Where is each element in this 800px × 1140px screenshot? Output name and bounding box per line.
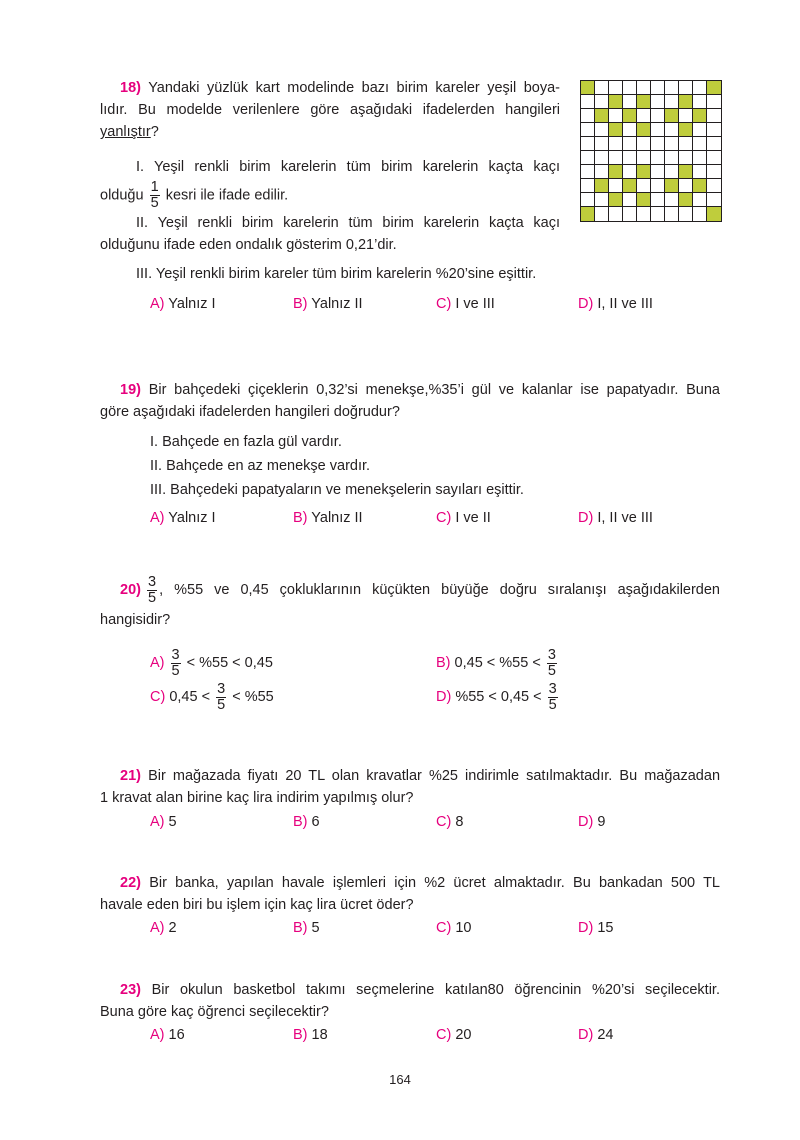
grid-cell xyxy=(679,179,693,193)
q18-option-c[interactable]: C) I ve III xyxy=(436,296,495,312)
grid-cell xyxy=(581,179,595,193)
q22-option-a[interactable]: A) 2 xyxy=(150,920,177,936)
grid-cell-green xyxy=(623,109,637,123)
grid-cell xyxy=(665,151,679,165)
q23-option-c[interactable]: C) 20 xyxy=(436,1027,472,1043)
grid-cell xyxy=(623,165,637,179)
grid-cell xyxy=(651,95,665,109)
fraction-3-5: $\frac{3}{5}$ xyxy=(171,646,180,679)
grid-cell-green xyxy=(609,165,623,179)
grid-cell xyxy=(693,95,707,109)
grid-cell xyxy=(651,207,665,221)
q23-option-b[interactable]: B) 18 xyxy=(293,1027,328,1043)
grid-cell xyxy=(651,123,665,137)
q20-text-line-2: hangisidir? xyxy=(100,612,171,628)
grid-cell xyxy=(623,123,637,137)
q23-option-a[interactable]: A) 16 xyxy=(150,1027,185,1043)
grid-cell xyxy=(581,109,595,123)
q23-text-line-2: Buna göre kaç öğrenci seçilecektir? xyxy=(100,1004,329,1020)
grid-cell-green xyxy=(581,207,595,221)
grid-cell xyxy=(665,95,679,109)
q23-option-d[interactable]: D) 24 xyxy=(578,1027,614,1043)
q21-option-d[interactable]: D) 9 xyxy=(578,814,606,830)
q18-statement-2: II. Yeşil renkli birim karelerin tüm birim karelerin kaçta kaçı xyxy=(136,215,560,231)
grid-cell xyxy=(693,81,707,95)
grid-cell xyxy=(581,151,595,165)
grid-cell-green xyxy=(637,165,651,179)
q18-text-line-1: 18) Yandaki yüzlük kart modelinde bazı birim kareler yeşil boya- xyxy=(120,80,560,96)
grid-cell xyxy=(623,95,637,109)
grid-cell xyxy=(651,165,665,179)
q18-option-a[interactable]: A) Yalnız I xyxy=(150,296,216,312)
grid-cell-green xyxy=(609,95,623,109)
grid-cell xyxy=(679,151,693,165)
grid-cell xyxy=(595,95,609,109)
grid-cell xyxy=(637,179,651,193)
q19-statement-1: I. Bahçede en fazla gül vardır. xyxy=(150,434,342,450)
hundred-grid-model xyxy=(580,80,722,222)
grid-cell xyxy=(665,81,679,95)
q18-option-d[interactable]: D) I, II ve III xyxy=(578,296,653,312)
grid-cell xyxy=(679,137,693,151)
grid-cell xyxy=(623,81,637,95)
q22-option-b[interactable]: B) 5 xyxy=(293,920,320,936)
q21-option-b[interactable]: B) 6 xyxy=(293,814,320,830)
grid-cell-green xyxy=(581,81,595,95)
fraction-3-5: $\frac{3}{5}$ xyxy=(217,680,226,713)
q20-text-line-1: 20) $\frac{3}{5}$ , %55 ve 0,45 çokluklarının küçükten büyüğe doğru sıralanışı aşağıdakilerden xyxy=(120,573,720,606)
grid-cell xyxy=(651,193,665,207)
grid-cell-green xyxy=(679,165,693,179)
grid-cell xyxy=(623,151,637,165)
grid-cell xyxy=(595,207,609,221)
q18-text-line-3: yanlıştır? xyxy=(100,124,159,140)
grid-cell-green xyxy=(609,123,623,137)
q18-text-line-2: lıdır. Bu modelde verilenlere göre aşağıdaki ifadelerden hangileri xyxy=(100,102,560,118)
q19-option-b[interactable]: B) Yalnız II xyxy=(293,510,363,526)
grid-cell xyxy=(623,137,637,151)
grid-cell-green xyxy=(679,95,693,109)
grid-cell xyxy=(595,123,609,137)
grid-cell xyxy=(637,207,651,221)
grid-cell xyxy=(693,123,707,137)
grid-cell xyxy=(623,207,637,221)
grid-cell xyxy=(665,193,679,207)
grid-cell xyxy=(609,137,623,151)
grid-cell xyxy=(651,151,665,165)
grid-cell xyxy=(651,137,665,151)
q19-statement-3: III. Bahçedeki papatyaların ve menekşelerin sayıları eşittir. xyxy=(150,482,524,498)
grid-cell xyxy=(609,179,623,193)
grid-cell xyxy=(623,193,637,207)
grid-cell xyxy=(665,207,679,221)
grid-cell xyxy=(679,81,693,95)
q21-option-c[interactable]: C) 8 xyxy=(436,814,464,830)
q18-statement-1: I. Yeşil renkli birim karelerin tüm birim karelerin kaçta kaçı xyxy=(136,159,560,175)
q20-option-a[interactable]: A) $\frac{3}{5}$ < %55 < 0,45 xyxy=(150,646,273,679)
grid-cell-green xyxy=(665,179,679,193)
grid-cell-green xyxy=(595,179,609,193)
page-number: 164 xyxy=(389,1072,411,1087)
grid-cell xyxy=(581,193,595,207)
grid-cell xyxy=(609,151,623,165)
q21-text-line-2: 1 kravat alan birine kaç lira indirim yapılmış olur? xyxy=(100,790,414,806)
grid-cell xyxy=(665,123,679,137)
grid-cell xyxy=(665,165,679,179)
grid-cell-green xyxy=(693,109,707,123)
grid-cell-green xyxy=(637,123,651,137)
grid-cell xyxy=(581,123,595,137)
q19-option-d[interactable]: D) I, II ve III xyxy=(578,510,653,526)
q20-option-d[interactable]: D) %55 < 0,45 < $\frac{3}{5}$ xyxy=(436,680,557,713)
grid-cell xyxy=(679,109,693,123)
grid-cell xyxy=(651,179,665,193)
q19-text-line-1: 19) Bir bahçedeki çiçeklerin 0,32’si menekşe,%35’i gül ve kalanlar ise papatyadır. Buna xyxy=(120,382,720,398)
grid-cell xyxy=(651,109,665,123)
grid-cell xyxy=(595,151,609,165)
grid-cell-green xyxy=(623,179,637,193)
grid-cell-green xyxy=(707,81,721,95)
grid-cell xyxy=(679,207,693,221)
grid-cell xyxy=(707,151,721,165)
grid-cell xyxy=(637,109,651,123)
grid-cell xyxy=(707,179,721,193)
grid-cell xyxy=(693,165,707,179)
grid-cell-green xyxy=(707,207,721,221)
grid-cell xyxy=(665,137,679,151)
q22-option-c[interactable]: C) 10 xyxy=(436,920,472,936)
q20-option-b[interactable]: B) 0,45 < %55 < $\frac{3}{5}$ xyxy=(436,646,556,679)
grid-cell xyxy=(651,81,665,95)
grid-cell xyxy=(595,165,609,179)
q19-statement-2: II. Bahçede en az menekşe vardır. xyxy=(150,458,371,474)
grid-cell xyxy=(637,81,651,95)
grid-cell-green xyxy=(609,193,623,207)
q21-option-a[interactable]: A) 5 xyxy=(150,814,177,830)
grid-cell xyxy=(581,95,595,109)
q23-text-line-1: 23) Bir okulun basketbol takımı seçmelerine katılan80 öğrencinin %20’si seçilecektir. xyxy=(120,982,720,998)
grid-cell xyxy=(609,81,623,95)
fraction-3-5: $\frac{3}{5}$ xyxy=(148,573,157,606)
q22-option-d[interactable]: D) 15 xyxy=(578,920,614,936)
grid-cell-green xyxy=(679,193,693,207)
grid-cell-green xyxy=(665,109,679,123)
q22-text-line-1: 22) Bir banka, yapılan havale işlemleri için %2 ücret almaktadır. Bu bankadan 500 TL xyxy=(120,875,720,891)
grid-cell xyxy=(707,95,721,109)
q19-option-c[interactable]: C) I ve II xyxy=(436,510,491,526)
grid-cell-green xyxy=(693,179,707,193)
q18-option-b[interactable]: B) Yalnız II xyxy=(293,296,363,312)
grid-cell xyxy=(581,165,595,179)
grid-cell xyxy=(707,137,721,151)
grid-cell xyxy=(707,165,721,179)
q22-text-line-2: havale eden biri bu işlem için kaç lira ücret öder? xyxy=(100,897,414,913)
fraction-3-5: $\frac{3}{5}$ xyxy=(547,646,556,679)
grid-cell xyxy=(609,207,623,221)
grid-cell xyxy=(609,109,623,123)
q18-statement-1-cont: olduğu $\frac{1}{5}$ kesri ile ifade edilir. xyxy=(100,179,289,211)
grid-cell xyxy=(693,193,707,207)
grid-cell xyxy=(637,151,651,165)
grid-cell-green xyxy=(637,193,651,207)
grid-cell xyxy=(707,123,721,137)
q19-text-line-2: göre aşağıdaki ifadelerden hangileri doğrudur? xyxy=(100,404,400,420)
grid-cell xyxy=(595,193,609,207)
grid-cell xyxy=(693,151,707,165)
grid-cell xyxy=(707,109,721,123)
grid-cell xyxy=(693,207,707,221)
grid-cell xyxy=(595,81,609,95)
grid-cell xyxy=(693,137,707,151)
grid-cell-green xyxy=(595,109,609,123)
grid-cell-green xyxy=(637,95,651,109)
grid-cell-green xyxy=(679,123,693,137)
q18-number: 18) xyxy=(120,80,141,96)
q21-text-line-1: 21) Bir mağazada fiyatı 20 TL olan kravatlar %25 indirimle satılmaktadır. Bu mağazadan xyxy=(120,768,721,784)
grid-cell xyxy=(637,137,651,151)
q19-option-a[interactable]: A) Yalnız I xyxy=(150,510,216,526)
q18-statement-3: III. Yeşil renkli birim kareler tüm birim karelerin %20’sine eşittir. xyxy=(136,266,537,282)
fraction-3-5: $\frac{3}{5}$ xyxy=(548,680,557,713)
grid-cell xyxy=(595,137,609,151)
q20-option-c[interactable]: C) 0,45 < $\frac{3}{5}$ < %55 xyxy=(150,680,274,713)
q18-statement-2-cont: olduğunu ifade eden ondalık gösterim 0,21’dir. xyxy=(100,237,397,253)
grid-cell xyxy=(581,137,595,151)
grid-cell xyxy=(707,193,721,207)
fraction-1-5: $\frac{1}{5}$ xyxy=(150,179,159,211)
